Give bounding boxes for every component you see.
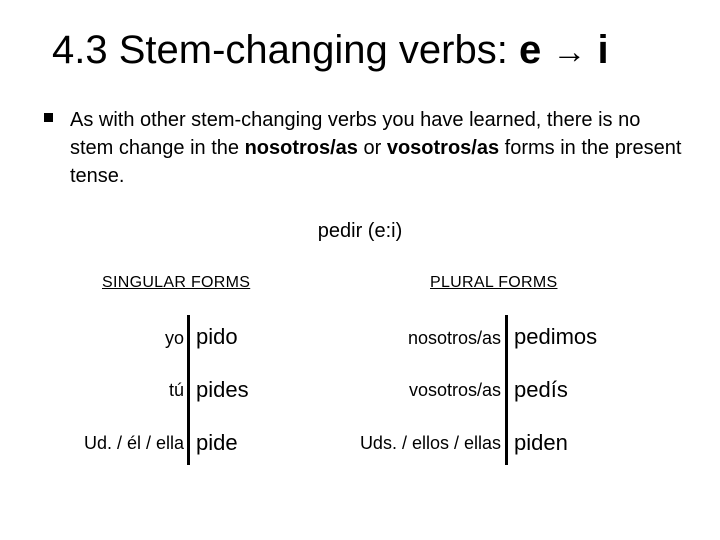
verb-heading: pedir (e:i): [317, 220, 403, 242]
plural-subject-nosotros: nosotros/as: [407, 328, 501, 348]
bullet-point: [44, 106, 684, 190]
singular-form-pide: pide: [196, 430, 238, 455]
plural-subject-vosotros: vosotros/as: [408, 380, 501, 400]
singular-subject-ud: Ud. / él / ella: [83, 433, 184, 453]
plural-form-piden: piden: [514, 430, 568, 455]
plural-subject-uds: Uds. / ellos / ellas: [359, 433, 501, 453]
title-vowel-to: i: [597, 28, 609, 72]
singular-forms-heading: SINGULAR FORMS: [102, 274, 251, 291]
bullet-part-1: As with other stem-changing verbs you have learned, there is no stem change in the: [70, 109, 641, 159]
plural-forms-heading: PLURAL FORMS: [430, 274, 558, 291]
plural-form-pedis: pedís: [514, 377, 568, 402]
slide-title-text: 4.3 Stem-changing verbs:: [52, 28, 508, 72]
right-arrow-icon: →: [552, 33, 587, 71]
title-vowel-from: e: [518, 28, 542, 72]
slide-title: [52, 28, 609, 72]
bullet-part-2: or: [357, 137, 387, 159]
bullet-bold-nosotros: nosotros/as: [244, 137, 358, 159]
singular-form-pides: pides: [196, 377, 249, 402]
singular-subject-yo: yo: [164, 328, 184, 348]
plural-divider-line: [505, 315, 508, 465]
bullet-bold-vosotros: vosotros/as: [386, 137, 500, 159]
plural-form-pedimos: pedimos: [514, 324, 598, 349]
singular-divider-line: [187, 315, 190, 465]
bullet-text: [70, 106, 684, 190]
singular-form-pido: pido: [196, 324, 238, 349]
square-bullet-icon: [44, 113, 53, 122]
singular-subject-tu: tú: [168, 380, 184, 400]
bullet-part-3: forms in the present tense.: [70, 137, 682, 187]
